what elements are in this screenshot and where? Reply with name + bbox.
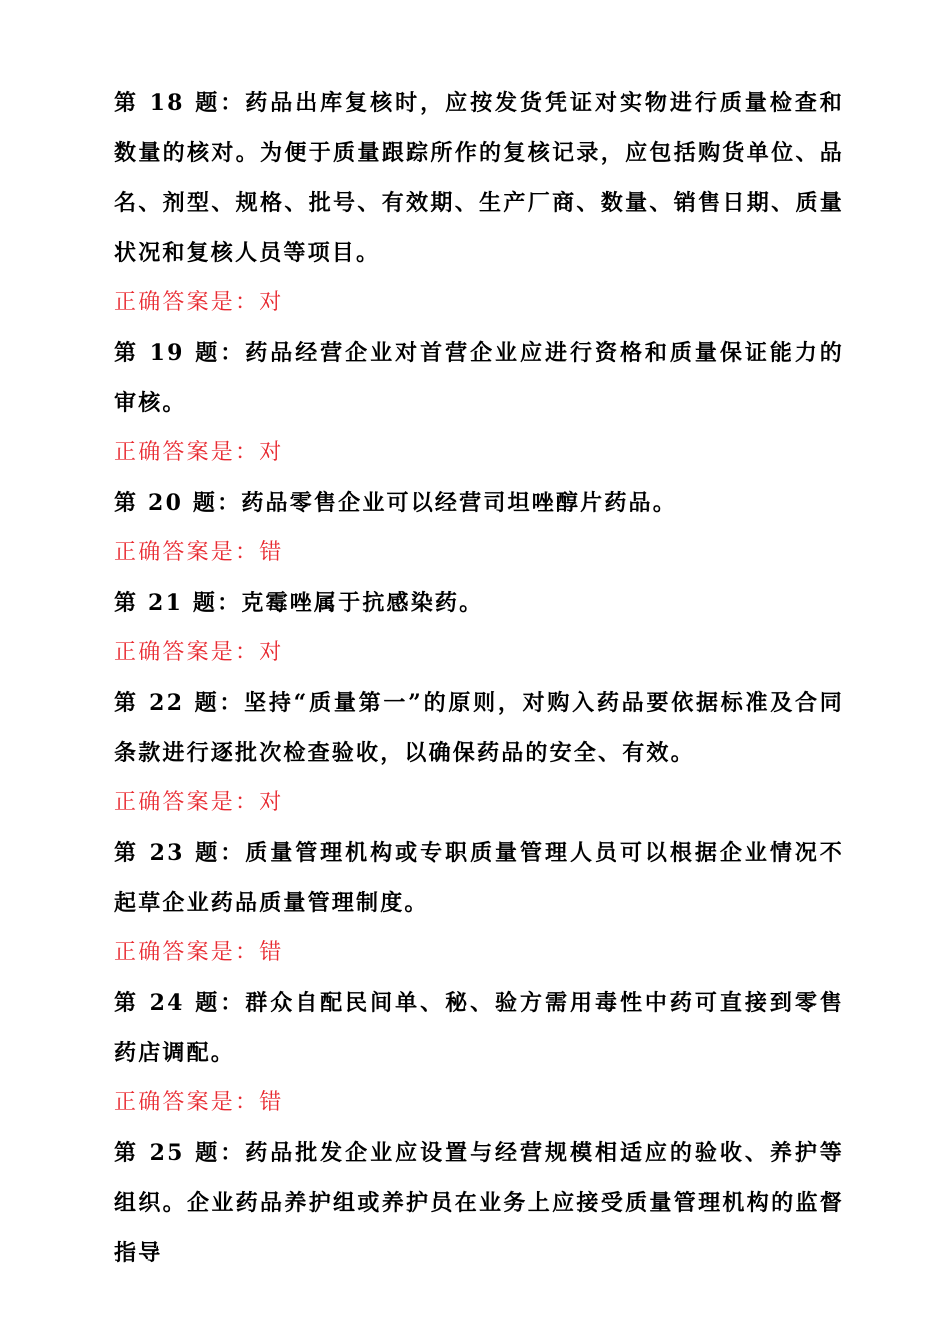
answer-23: 正确答案是：错 <box>114 940 284 965</box>
answer-20: 正确答案是：错 <box>114 540 284 565</box>
answer-24: 正确答案是：错 <box>114 1090 284 1115</box>
answer-18: 正确答案是：对 <box>114 290 284 315</box>
question-18: 第 18 题：药品出库复核时，应按发货凭证对实物进行质量检查和数量的核对。为便于质量跟踪所作的复核记录，应包括购货单位、品名、剂型、规格、批号、有效期、生产厂商、数量、销售日期、质量状况和复核人员等项目。 <box>114 90 844 266</box>
answer-19: 正确答案是：对 <box>114 440 284 465</box>
answer-22: 正确答案是：对 <box>114 790 284 815</box>
question-24: 第 24 题：群众自配民间单、秘、验方需用毒性中药可直接到零售药店调配。 <box>114 990 844 1066</box>
answer-21: 正确答案是：对 <box>114 640 284 665</box>
question-22: 第 22 题：坚持“质量第一”的原则，对购入药品要依据标准及合同条款进行逐批次检查验收，以确保药品的安全、有效。 <box>114 690 844 766</box>
document-page <box>114 78 844 1278</box>
question-21: 第 21 题：克霉唑属于抗感染药。 <box>114 590 484 616</box>
question-23: 第 23 题：质量管理机构或专职质量管理人员可以根据企业情况不起草企业药品质量管理制度。 <box>114 840 844 916</box>
question-20: 第 20 题：药品零售企业可以经营司坦唑醇片药品。 <box>114 490 677 516</box>
question-25: 第 25 题：药品批发企业应设置与经营规模相适应的验收、养护等组织。企业药品养护组或养护员在业务上应接受质量管理机构的监督指导 <box>114 1140 844 1266</box>
question-19: 第 19 题：药品经营企业对首营企业应进行资格和质量保证能力的审核。 <box>114 340 844 416</box>
